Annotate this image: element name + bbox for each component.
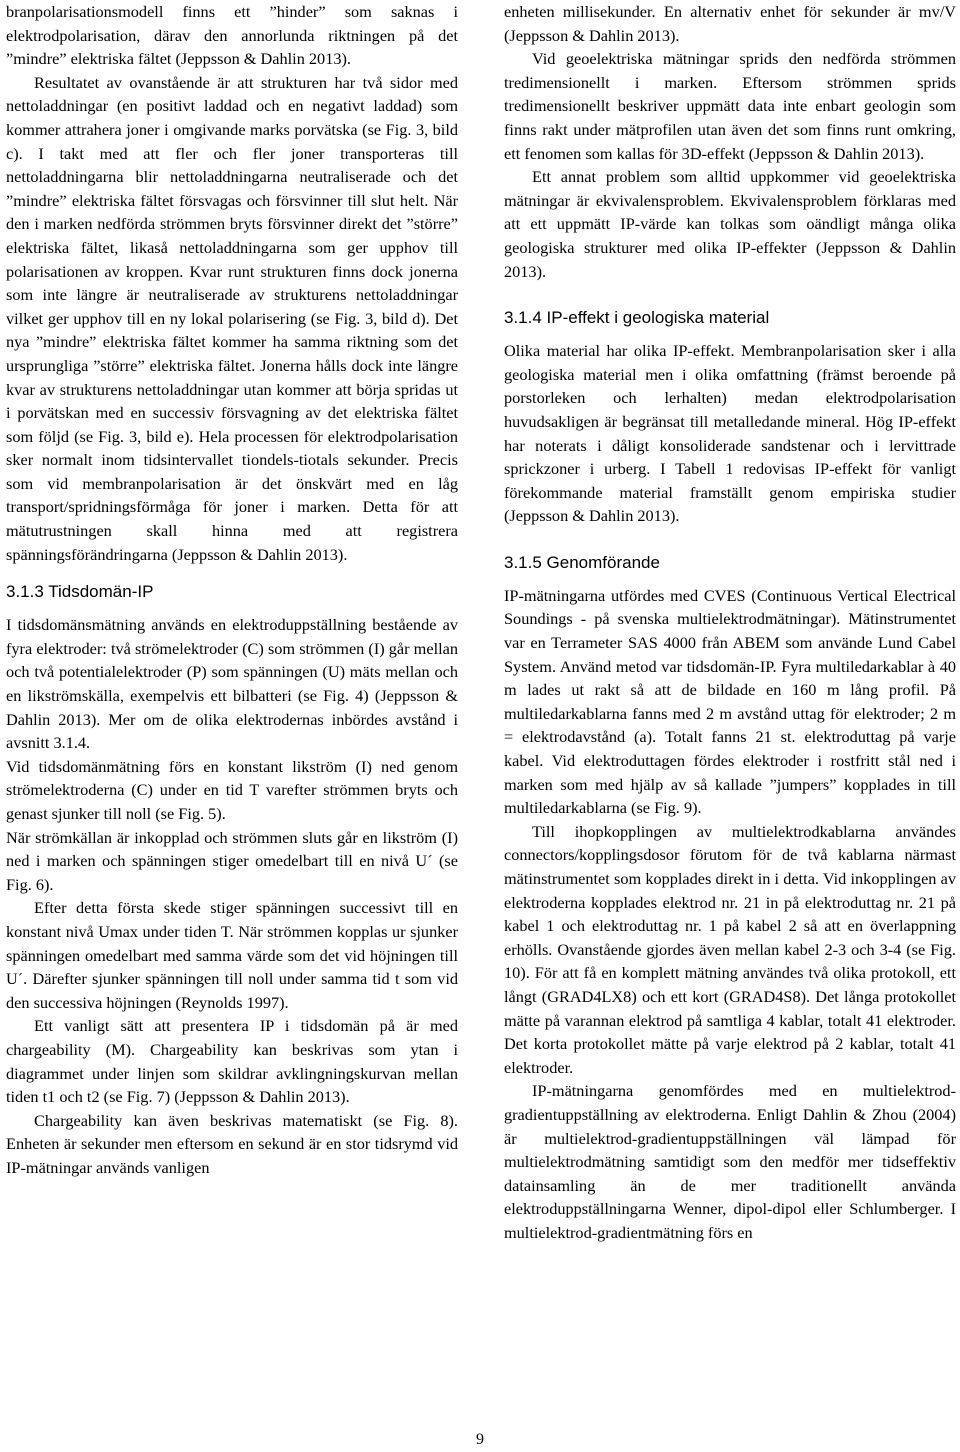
paragraph: Efter detta första skede stiger spänningen successivt till en konstant nivå Umax under tiden T. När strömmen kopplas ur sjunker spänningen omedelbart med samma värde som det vid höjningen till U´. Därefter sjunker spänningen till noll under samma tid t som vid den successiva höjningen (Reynolds 1997). <box>6 898 458 1012</box>
paragraph: IP-mätningarna genomfördes med en multielektrod-gradientuppställning av elektroderna. Enligt Dahlin & Zhou (2004) är multielektrod-gradientuppställningen väl lämpad för multielektrodmätning samtidigt som den medför mer tidseffektiv datainsamling än de mer traditionellt använda elektroduppställningarna Wenner, dipol-dipol eller Schlumberger. I multielektrod-gradientmätning förs en <box>504 1081 956 1242</box>
paragraph: Chargeability kan även beskrivas matematiskt (se Fig. 8). Enheten är sekunder men eftersom en sekund är en stor tidsrymd vid IP-mätningar används vanligen <box>6 1110 458 1177</box>
paragraph: Vid geoelektriska mätningar sprids den nedförda strömmen tredimensionellt i marken. Eftersom strömmen sprids tredimensionellt beskriver uppmätt data inte enbart geologin som finns rakt under mätprofilen utan även det som finns runt omkring, ett fenomen som kallas för 3D-effekt (Jeppsson & Dahlin 2013). <box>504 49 956 163</box>
paragraph: Till ihopkopplingen av multielektrodkablarna användes connectors/kopplingsdosor förutom för de två kablarna närmast mätinstrumentet som kopplades direkt in i detta. Vid inkopplingen av elektroderna kopplades elektrod nr. 21 in på elektroduttag nr. 21 på kabel 1 och elektroduttag nr. 1 på kabel 2 så att en överlappning erhölls. Ovanstående gjordes även mellan kabel 2-3 och 3-4 (se Fig. 10). För att få en komplett mätning användes två olika protokoll, ett långt (GRAD4LX8) och ett kort (GRAD4S8). Det långa protokollet mätte på varannan elektrod på samtliga 4 kablar, totalt 41 elektroder. Det korta protokollet mätte på varje elektrod på 2 kablar, totalt 41 elektroder. <box>504 821 956 1077</box>
section-heading-3-1-5: 3.1.5 Genomförande <box>504 552 660 572</box>
paragraph: Ett vanligt sätt att presentera IP i tidsdomän på är med chargeability (M). Chargeability kan beskrivas som ytan i diagrammet under linjen som skildrar avklingningskurvan mellan tiden t1 och t2 (se Fig. 7) (Jeppsson & Dahlin 2013). <box>6 1016 458 1107</box>
paragraph: Vid tidsdomänmätning förs en konstant likström (I) ned genom strömelektroderna (C) under en tid T varefter strömmen bryts och genast sjunker till noll (se Fig. 5). <box>6 756 458 823</box>
left-column <box>6 0 458 1180</box>
section-heading-3-1-3: 3.1.3 Tidsdomän-IP <box>6 582 154 602</box>
paragraph: När strömkällan är inkopplad och strömmen sluts går en likström (I) ned i marken och spänningen stiger omedelbart till en nivå U´ (se Fig. 6). <box>6 827 458 894</box>
section-heading-3-1-4: 3.1.4 IP-effekt i geologiska material <box>504 308 770 328</box>
right-column <box>504 0 956 1245</box>
paragraph: Resultatet av ovanstående är att strukturen har två sidor med nettoladdningar (en positivt laddad och en negativt laddad) som kommer attrahera joner i omgivande marks porvätska (se Fig. 3, bild c). I takt med att fler och fler joner transporteras till nettoladdningarna blir nettoladdningarna neutraliserade och det ”mindre” elektriska fältet försvagas och försvinner till slut helt. När den i marken nedförda strömmen bryts försvinner direkt det ”större” elektriska fältet, likaså nettoladdningarna som ger upphov till polarisationen av kroppen. Kvar runt strukturen finns dock jonerna som inte längre är neutraliserade av strukturens nettoladdningar vilket ger upphov till en ny lokal polarisering (se Fig. 3, bild d). Det nya ”mindre” elektriska fältet kommer ha samma riktning som det ursprungliga ”större” elektriska fältet. Jonerna hålls dock inte längre kvar av strukturens nettoladdningar utan kommer att börja spridas ut i porvätskan med en successiv försvagning av det elektriska fältet som följd (se Fig. 3, bild e). Hela processen för elektrodpolarisation sker normalt inom tidsintervallet tiondels-tiotals sekunder. Precis som vid membranpolarisation är det önskvärt med en låg transport/spridningsförmåga för joner i marken. Detta för att mätutrustningen skall hinna med att registrera spänningsförändringarna (Jeppsson & Dahlin 2013). <box>6 72 458 564</box>
paragraph: Ett annat problem som alltid uppkommer vid geoelektriska mätningar är ekvivalensproblem. Ekvivalensproblem förklaras med att ett uppmätt IP-värde kan tolkas som oändligt många olika geologiska strukturer med olika IP-effekter (Jeppsson & Dahlin 2013). <box>504 167 956 281</box>
page-number: 9 <box>476 1431 484 1448</box>
paragraph: branpolarisationsmodell finns ett ”hinder” som saknas i elektrodpolarisation, därav den annorlunda riktningen på det ”mindre” elektriska fältet (Jeppsson & Dahlin 2013). <box>6 2 458 69</box>
paragraph: I tidsdomänsmätning används en elektroduppställning bestående av fyra elektroder: två strömelektroder (C) som strömmen (I) går mellan och två potentialelektroder (P) som spänningen (U) mäts mellan och en likströmskälla, exempelvis ett bilbatteri (se Fig. 4) (Jeppsson & Dahlin 2013). Mer om de olika elektrodernas inbördes avstånd i avsnitt 3.1.4. <box>6 615 458 753</box>
paragraph: Olika material har olika IP-effekt. Membranpolarisation sker i alla geologiska material men i olika omfattning (främst beroende på porstorleken och lerhalten) medan elektrodpolarisation huvudsakligen är begränsat till metalledande mineral. Hög IP-effekt har noterats i dåligt konsoliderade sandstenar och i lervittrade sprickzoner i urberg. I Tabell 1 redovisas IP-effekt för vanligt förekommande material framställt genom empiriska studier (Jeppsson & Dahlin 2013). <box>504 341 956 526</box>
paragraph: IP-mätningarna utfördes med CVES (Continuous Vertical Electrical Soundings - på svenska multielektrodmätningar). Mätinstrumentet var en Terrameter SAS 4000 från ABEM som använde Lund Cabel System. Använd metod var tidsdomän-IP. Fyra multiledarkablar à 40 m lades ut rakt så att de bildade en 160 m lång profil. På multiledarkablarna fanns med 2 m avstånd uttag för elektroder; 2 m = elektrodavstånd (a). Totalt fanns 21 st. elektroduttag på varje kabel. Vid elektroduttagen fördes elektroder i rostfritt stål ned i marken som med hjälp av så kallade ”jumpers” kopplades in till multiledarkablarna (se Fig. 9). <box>504 585 956 818</box>
paragraph: enheten millisekunder. En alternativ enhet för sekunder är mv/V (Jeppsson & Dahlin 2013). <box>504 2 956 45</box>
